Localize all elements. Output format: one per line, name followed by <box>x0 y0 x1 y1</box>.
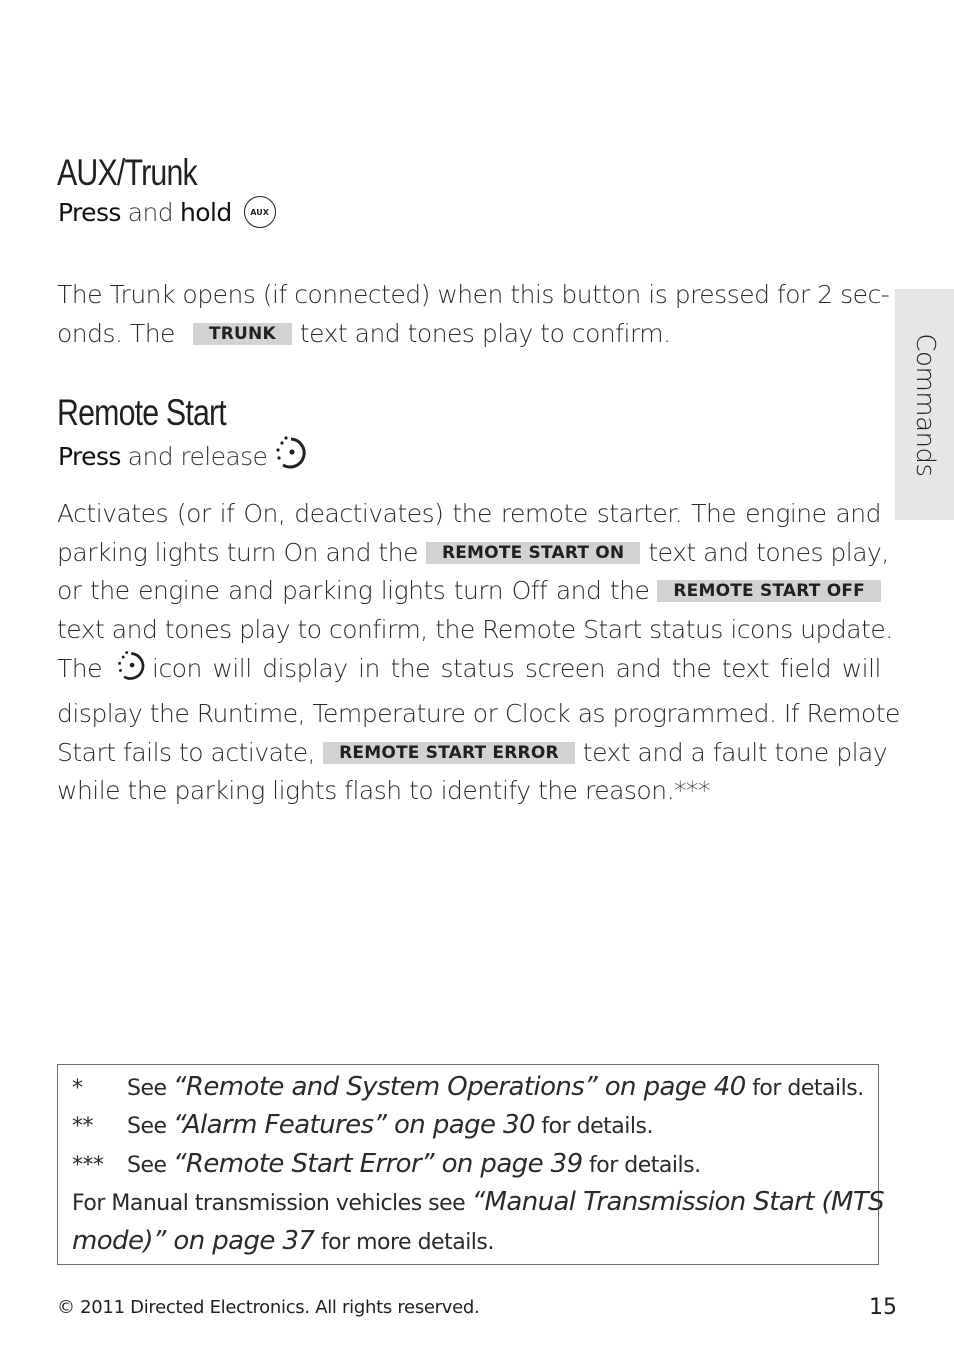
trunk-status-tag: TRUNK <box>193 323 292 345</box>
footnote-4-line-1 <box>72 1187 884 1217</box>
remote-para-line: text and tones play to confirm, the Remote Start status icons update. <box>57 614 893 644</box>
remote-para-text: or the engine and parking lights turn Off and the <box>57 576 650 606</box>
remote-para-text: Start fails to activate, <box>57 737 316 767</box>
aux-para-line-1: The Trunk opens (if connected) when this button is pressed for 2 sec- <box>57 280 890 309</box>
hold-word: hold <box>180 197 232 227</box>
footnote-reference: “Alarm Features” on page 30 <box>173 1110 535 1140</box>
remote-para-line: while the parking lights flash to identify the reason.*** <box>57 776 711 806</box>
footnote-lead: For Manual transmission vehicles see <box>72 1191 466 1216</box>
remote-para-text: text and tones play, <box>648 537 889 567</box>
footnote-see: See <box>127 1153 167 1178</box>
aux-para-text: onds. The <box>57 318 175 348</box>
footnote-1 <box>72 1072 864 1102</box>
press-word: Press <box>58 197 121 227</box>
press-word: Press <box>58 441 121 471</box>
remote-start-description <box>57 495 900 811</box>
footnote-mark: *** <box>72 1153 104 1178</box>
remote-start-icon <box>116 649 150 695</box>
footnote-2 <box>72 1110 653 1140</box>
footnotes-box <box>57 1064 885 1265</box>
footnote-see: See <box>127 1076 167 1101</box>
remote-para-text: The <box>57 654 102 684</box>
footnote-reference: mode)” on page 37 <box>72 1226 315 1256</box>
footnote-reference: “Remote Start Error” on page 39 <box>173 1149 583 1179</box>
remote-start-icon <box>274 434 312 478</box>
footnote-see: See <box>127 1114 167 1139</box>
remote-start-heading: Remote Start <box>57 392 226 433</box>
copyright-notice: © 2011 Directed Electronics. All rights reserved. <box>57 1297 480 1318</box>
footnote-3 <box>72 1149 701 1179</box>
remote-start-instruction <box>58 434 312 478</box>
aux-para-line-2 <box>57 315 881 354</box>
aux-trunk-description <box>57 276 890 353</box>
footnote-tail: for details. <box>589 1153 701 1178</box>
and-word: and <box>127 197 174 227</box>
remote-para-line <box>57 572 881 611</box>
remote-para-line <box>57 534 889 573</box>
footnote-tail: for more details. <box>320 1230 494 1255</box>
remote-para-text: icon will display in the status screen and the text field will <box>152 654 881 684</box>
aux-button-icon: AUX <box>244 196 276 228</box>
aux-trunk-instruction <box>58 196 276 228</box>
footnote-mark: ** <box>72 1114 93 1139</box>
aux-para-text: text and tones play to confirm. <box>299 318 671 348</box>
remote-para-text: parking lights turn On and the <box>57 537 418 567</box>
page-number: 15 <box>869 1295 897 1320</box>
remote-start-error-tag: REMOTE START ERROR <box>323 742 575 764</box>
remote-para-line: Activates (or if On, deactivates) the remote starter. The engine and <box>57 499 881 528</box>
footnote-tail: for details. <box>541 1114 653 1139</box>
remote-start-on-tag: REMOTE START ON <box>426 542 640 564</box>
remote-para-line <box>57 734 888 773</box>
commands-side-tab <box>895 289 954 520</box>
footnote-reference: “Remote and System Operations” on page 40 <box>173 1072 746 1102</box>
footnote-mark: * <box>72 1076 83 1101</box>
remote-start-off-tag: REMOTE START OFF <box>657 580 881 602</box>
remote-para-line <box>57 649 881 695</box>
remote-para-line: display the Runtime, Temperature or Clock as programmed. If Remote <box>57 698 900 728</box>
side-tab-label: Commands <box>909 332 940 477</box>
footnote-tail: for details. <box>752 1076 864 1101</box>
aux-trunk-heading: AUX/Trunk <box>57 152 197 193</box>
remote-para-text: text and a fault tone play <box>582 737 888 767</box>
and-release-words: and release <box>127 441 268 471</box>
footnote-4-line-2 <box>72 1226 494 1256</box>
footnote-reference: “Manual Transmission Start (MTS <box>471 1187 885 1217</box>
